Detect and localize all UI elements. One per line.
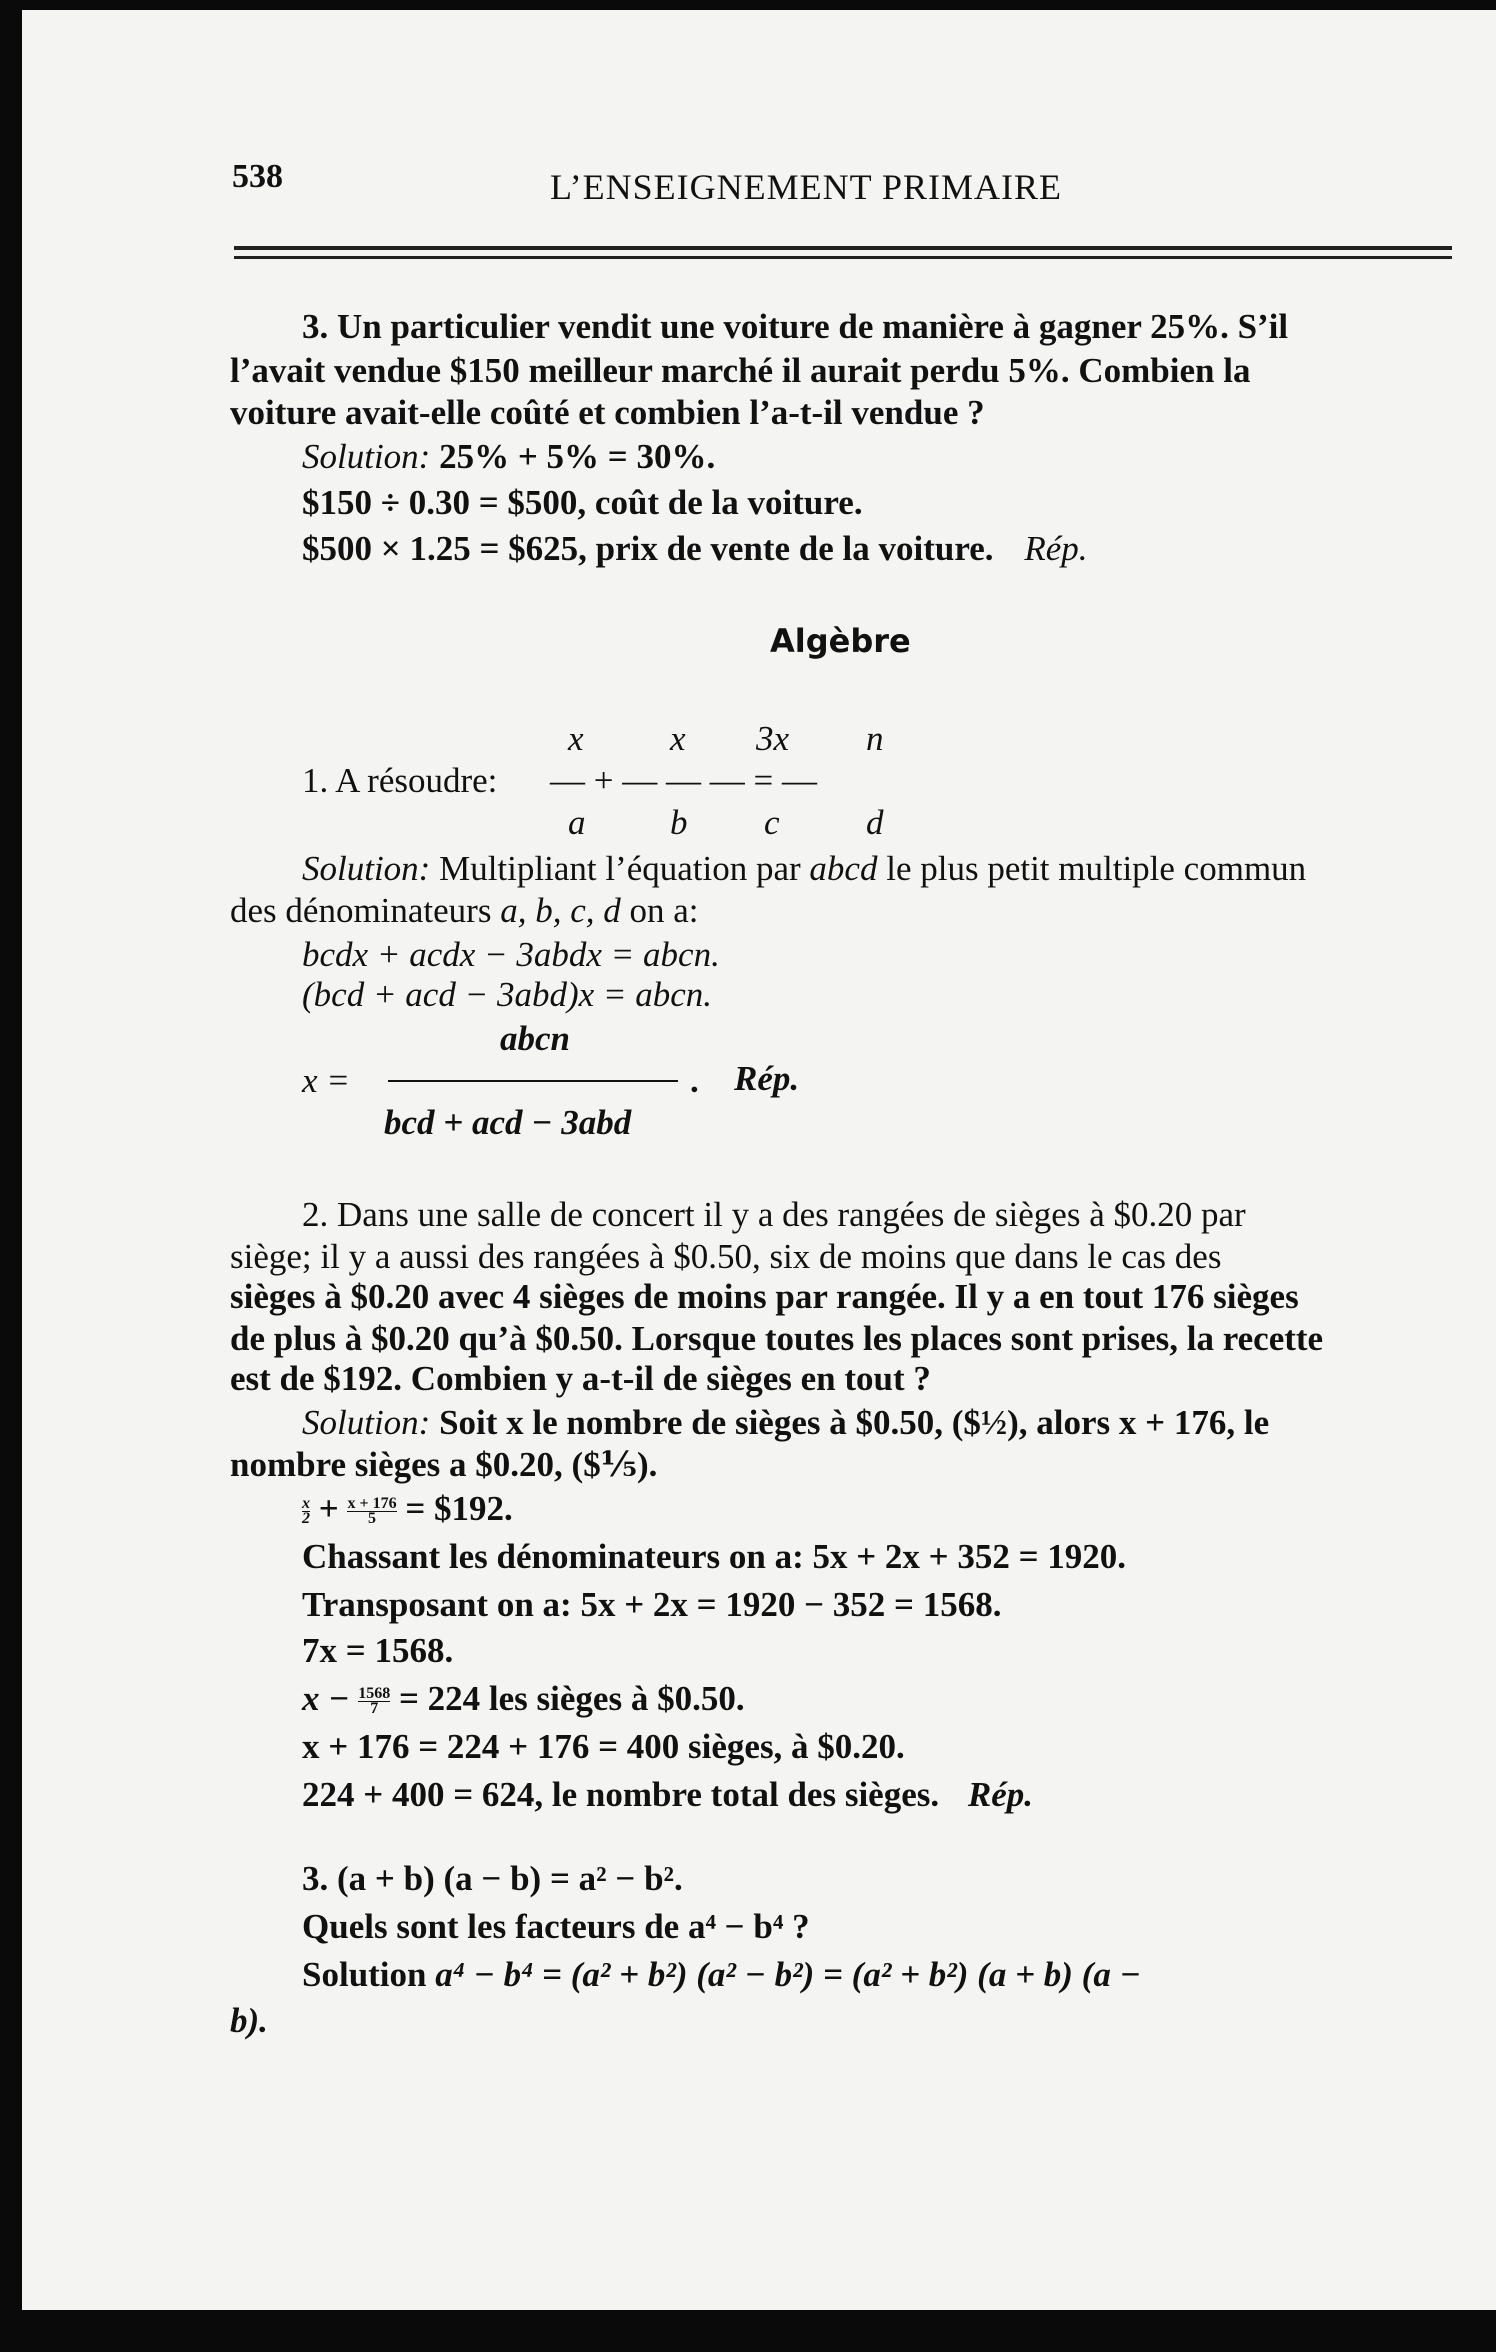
fraction-numerator: x + 176 (347, 1495, 397, 1513)
running-title: L’ENSEIGNEMENT PRIMAIRE (550, 167, 1063, 207)
numerator: x (670, 719, 686, 758)
fraction-denominator: 7 (370, 1700, 379, 1718)
equation: 7x = 1568. (302, 1631, 454, 1670)
equation: a⁴ − b⁴ = (a² + b²) (a² − b²) = (a² + b²) (a + b) (a − (435, 1955, 1141, 1994)
variables: a, b, c, d (500, 891, 621, 930)
numerator: n (866, 719, 884, 758)
fraction-numerator: 1568 (358, 1685, 391, 1703)
period: . (690, 1061, 699, 1100)
equation: x − (302, 1679, 350, 1718)
answer-mark: Rép. (967, 1775, 1033, 1814)
fraction-bar (388, 1080, 678, 1082)
equation: Chassant les dénominateurs on a: 5x + 2x + 352 = 1920. (302, 1537, 1127, 1576)
equation: = $192. (405, 1489, 513, 1528)
fraction-bars: — + — — — = — (550, 761, 817, 800)
solution-label: Solution (302, 1955, 436, 1994)
solution-text: Soit x le nombre de sièges à $0.50, ($½), alors x + 176, le (430, 1403, 1270, 1442)
header-rule-top (234, 246, 1452, 250)
solution-text: des dénominateurs (230, 891, 501, 930)
equation: 3. (a + b) (a − b) = a² − b². (302, 1859, 683, 1898)
denominator: c (764, 803, 780, 842)
header-rule-bottom (234, 256, 1452, 259)
equation: $150 ÷ 0.30 = $500, coût de la voiture. (302, 483, 863, 522)
page-number: 538 (232, 158, 283, 195)
variable: abcd (809, 849, 878, 888)
solution-text: le plus petit multiple commun (877, 849, 1307, 888)
fraction-denominator: bcd + acd − 3abd (384, 1103, 632, 1142)
denominator: b (670, 803, 688, 842)
solution-text: nombre sièges a $0.20, ($⅕). (230, 1445, 658, 1484)
numerator: 3x (756, 719, 790, 758)
problem-text-line: 2. Dans une salle de concert il y a des rangées de sièges à $0.20 par (302, 1195, 1246, 1234)
fraction-numerator: x (302, 1495, 310, 1513)
problem-text-line: l’avait vendue $150 meilleur marché il aurait perdu 5%. Combien la (230, 351, 1251, 390)
equation: 224 + 400 = 624, le nombre total des sièges. (302, 1775, 940, 1814)
equation: 25% + 5% = 30%. (439, 437, 716, 476)
denominator: d (866, 803, 884, 842)
answer-mark: Rép. (1024, 529, 1088, 568)
solution-label: Solution: (302, 1403, 431, 1442)
denominator: a (568, 803, 586, 842)
problem-text-line: est de $192. Combien y a-t-il de sièges en tout ? (230, 1359, 931, 1398)
solution-label: Solution: (302, 437, 431, 476)
problem-text-line: siège; il y a aussi des rangées à $0.50, six de moins que dans le cas des (230, 1237, 1222, 1276)
problem-text-line: de plus à $0.20 qu’à $0.50. Lorsque toutes les places sont prises, la recette (230, 1319, 1324, 1358)
scanned-page: 538 L’ENSEIGNEMENT PRIMAIRE 3. Un particulier vendit une voiture de manière à gagner 25%. S’il l’avait vendue $150 meilleur marché il aurait perdu 5%. Combien la voiture avait-elle coûté et combien l’a-t-il vendue ? Solution: 25% + 5% = 30%. $150 ÷ 0.30 = $500, coût de la voiture. $500 × 1.25 = $625, prix de vente de la voiture. Rép. Algèbre x x 3x n 1. A résoudre: — + — — — = — a b c d Solution: Multipliant l’équation par abcd le plus petit multiple commun des dénominateurs a, b, c, d on a: bcdx + acdx − 3abdx = abcn. (bcd + acd − 3abd)x = abcn. abcn x = . Rép. bcd + acd − 3abd 2. Dans une salle de concert il y a des rangées de sièges à $0.20 par siège; il y a aussi des rangées à $0.50, six de moins que dans le cas des sièges à $0.20 avec 4 sièges de moins par rangée. Il y a en tout 176 sièges de plus à $0.20 qu’à $0.50. Lorsque toutes les places sont prises, la recette est de $192. Combien y a-t-il de sièges en tout ? Solution: Soit x le nombre de sièges à $0.50, ($½), alors x + 176, le nombre sièges a $0.20, ($⅕). $\frac{x}{2}$ + $\frac{x + 176}{5}$ = $192. Chassant les dénominateurs on a: 5x + 2x + 352 = 1920. Transposant on a: 5x + 2x = 1920 − 352 = 1568. 7x = 1568. x − $\frac{1568}{7}$ = 224 les sièges à $0.50. x + 176 = 224 + 176 = 400 sièges, à $0.20. 224 + 400 = 624, le nombre total des sièges. Rép. 3. (a + b) (a − b) = a² − b². Quels sont les facteurs de a⁴ − b⁴ ? Solution a⁴ − b⁴ = (a² + b²) (a² − b²) = (a² + b²) (a + b) (a − b). (22, 10, 1496, 2310)
equation: x + 176 = 224 + 176 = 400 sièges, à $0.20. (302, 1727, 905, 1766)
equation: = 224 les sièges à $0.50. (398, 1679, 745, 1718)
equation: Transposant on a: 5x + 2x = 1920 − 352 = 1568. (302, 1585, 1002, 1624)
solution-text: Multipliant l’équation par (430, 849, 810, 888)
fraction-denominator: 2 (302, 1510, 310, 1528)
equation: $500 × 1.25 = $625, prix de vente de la voiture. (302, 529, 994, 568)
problem-text-line: sièges à $0.20 avec 4 sièges de moins par rangée. Il y a en tout 176 sièges (230, 1277, 1299, 1316)
problem-text-line: 3. Un particulier vendit une voiture de manière à gagner 25%. S’il (302, 307, 1289, 346)
equation-lhs: x = (302, 1061, 350, 1100)
equation: b). (230, 2001, 268, 2040)
solution-text: on a: (620, 891, 699, 930)
problem-text-line: voiture avait-elle coûté et combien l’a-t-il vendue ? (230, 393, 985, 432)
fraction-denominator: 5 (368, 1510, 377, 1528)
problem-text-line: Quels sont les facteurs de a⁴ − b⁴ ? (302, 1907, 810, 1946)
section-title: Algèbre (770, 622, 911, 660)
fraction-numerator: abcn (500, 1019, 570, 1058)
equation: bcdx + acdx − 3abdx = abcn. (302, 935, 720, 974)
solution-label: Solution: (302, 849, 431, 888)
equation: (bcd + acd − 3abd)x = abcn. (302, 975, 713, 1014)
problem-text-line: 1. A résoudre: (302, 761, 498, 800)
answer-mark: Rép. (734, 1059, 800, 1098)
numerator: x (568, 719, 584, 758)
